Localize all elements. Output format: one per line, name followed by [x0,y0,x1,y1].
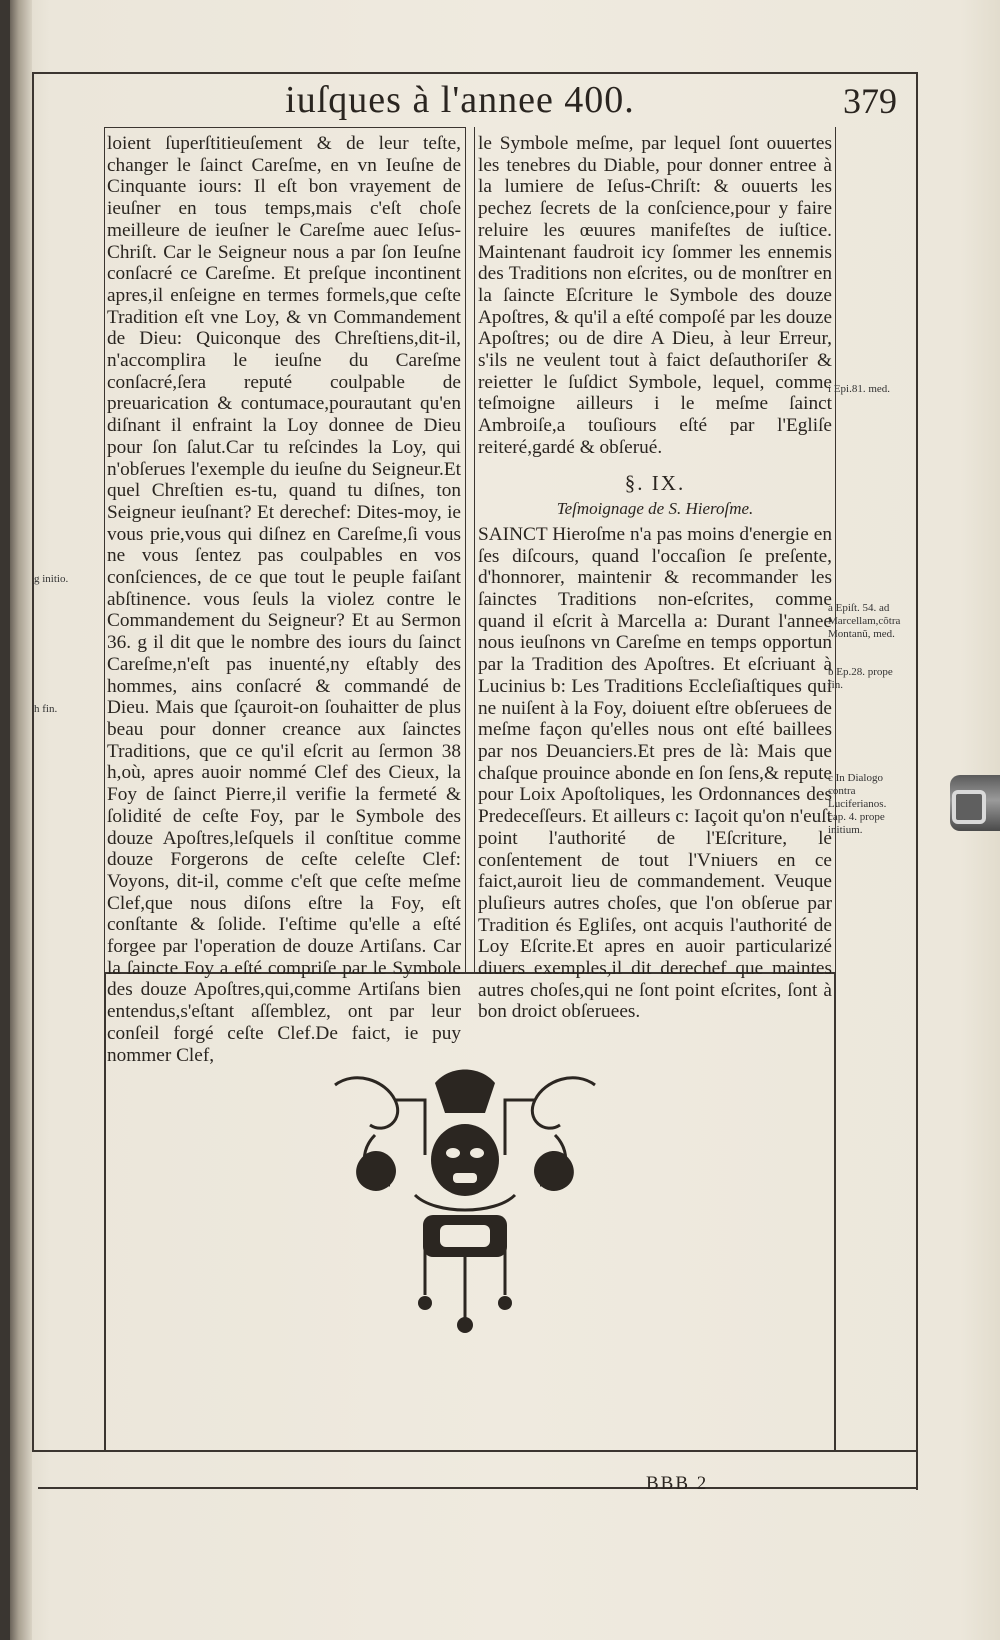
book-page [10,0,1000,1640]
left-column [107,133,461,1066]
running-title: iuſques à l'annee 400. [285,79,635,121]
margin-note-a: a Epiſt. 54. ad Marcellam,cõtra Montanũ, med. [828,602,901,640]
margin-note-b: b Ep.28. prope fin. [828,666,893,691]
right-column [478,133,832,1023]
right-column-text-before: le Symbole meſme, par lequel ſont ouuertes les tenebres du Diable, pour donner entree à la lumiere de Ieſus-Chriſt: & ouuerts les pechez ſecrets de la conſcience,pour y faire reluire les œuures manifeſtes de iuſtice. Maintenant faudroit icy ſommer les ennemis des Traditions non eſcrites, ou de monſtrer en la ſaincte Eſcriture le Symbole des douze Apoſtres, & qu'il a eſté compoſé par les douze Apoſtres; ou de dire A Dieu, à leur Erreur, s'ils ne veulent tout à faict deſauthoriſer & reietter le ſuſdict Symbole, lequel, comme teſmoigne ailleurs i le meſme ſainct Ambroiſe,a touſiours eſté par l'Egliſe reiteré,gardé & obſerué. [478,133,832,458]
lower-frame-right [834,972,836,1450]
ornamental-grotesque-mask-icon [315,1065,615,1335]
page-number: 379 [843,81,897,121]
frame-line-bottom [32,1450,918,1452]
margin-note-h: h fin. [34,703,58,715]
printer-signature: BBB 2 [646,1473,709,1494]
right-column-text-after: SAINCT Hieroſme n'a pas moins d'energie en ſes diſcours, quand l'occaſion ſe preſente, d'honnorer, maintenir & recommander les ſainctes Traditions non-eſcrites, comme quand il eſcrit à Marcella a: Durant l'annee nous ieuſnons vn Careſme en temps opportun par la Tradition des Apoſtres. Et eſcriuant à Lucinius b: Les Traditions Eccleſiaſtiques qui ne nuiſent à la Foy, doiuent eſtre obſeruees de meſme façon qu'elles nous ont eſté baillees par nos Deuanciers.Et pres de là: Mais que chaſque prouince abonde en ſon ſens,& repute pour Loix Apoſtoliques, les Ordonnances des Predeceſſeurs. Et ailleurs c: Iaçoit qu'on n'euſt point l'authorité de l'Eſcriture, le conſentement de tout l'Vniuers en ce faict,auroit lieu de commandement. Veuque pluſieurs autres choſes, que l'on obſerue par Tradition és Egliſes, ont acquis l'authorité de Loy Eſcrite.Et apres en auoir particularizé diuers exemples,il dit derechef que maintes autres choſes,qui ne ſont point eſcrites, ſont à bon droict obſeruees. [478,523,832,1023]
frame-line-left [32,72,34,1450]
lower-frame-left [104,972,106,1450]
margin-note-g: g initio. [34,573,69,585]
frame-line-bottom-outer [38,1487,918,1489]
frame-line-right [916,72,918,1490]
margin-note-i: i Epi.81. med. [828,383,891,395]
margin-note-c: c In Dialogo contra Luciferianos. cap. 4. prope initium. [828,772,887,836]
frame-line-top [32,72,918,74]
section-heading: §. IX. [624,470,686,495]
left-column-text: loient ſuperſtitieuſement & de leur teſte, changer le ſainct Careſme, en vn Ieuſne de Cinquante iours: Il eſt bon vrayement de ieuſner en tous temps,mais c'eſt choſe meilleure de ieuſner le Careſme auec Ieſus-Chriſt. Car le Seigneur nous a par ſon Ieuſne conſacré ce Careſme. Et preſque incontinent apres,il enſeigne en termes formels,que ceſte Tradition eſt vne Loy, & vn Commandement de Dieu: Quiconque des Chreſtiens,dit-il, n'accomplira le ieuſne du Careſme conſacré,ſera reputé coulpable de preuarication & contumace,pourautant qu'en diſnant il enfraint la Loy donnee de Dieu pour ſon ſalut.Car tu reſcindes la Loy, qui n'obſerues l'exemple du ieuſne du Seigneur.Et quel Chreſtien es-tu, quand tu diſnes, ton Seigneur ieuſnant? Et derechef: Dites-moy, ie vous prie,vous qui diſnez en Careſme,ſi vous ne vous ſentez pas coulpables en vos conſciences, de ce que tout le peuple faiſant abſtinence. vous ſeuls la violez contre le Commandement du Seigneur? Et au Sermon 36. g il dit que le nombre des iours du ſainct Careſme,n'eſt pas inuenté,ny eſtably des hommes, ains conſacré & commandé de Dieu. Mais que ſçauroit-on ſouhaitter de plus beau pour donner creance aux ſainctes Traditions, que ce qu'il eſcrit au ſermon 38 h,où, apres auoir nommé Clef des Cieux, la Foy de ſainct Pierre,il verifie la fermeté & ſolidité de ceſte Foy, par le Symbole des douze Apoſtres,leſquels il conſtitue comme douze Forgerons de ceſte celeſte Clef: Voyons, dit-il, comme c'eſt que ceſte meſme Clef,que nous diſons eſtre la Foy, eſt conſtante & ſolide. I'eſtime qu'elle a eſté forgee par l'operation de douze Artiſans. Car la ſaincte Foy a eſté compriſe par le Symbole des douze Apoſtres,qui,comme Artiſans bien entendus,s'eſtant aſſemblez, ont par leur conſeil forgé ceſte Clef.De faict, ie puy nommer Clef, [107,133,461,1066]
page-gutter-shadow [10,0,32,1640]
section-subheading: Teſmoignage de S. Hieroſme. [556,499,754,519]
book-clip-ring [952,790,986,824]
